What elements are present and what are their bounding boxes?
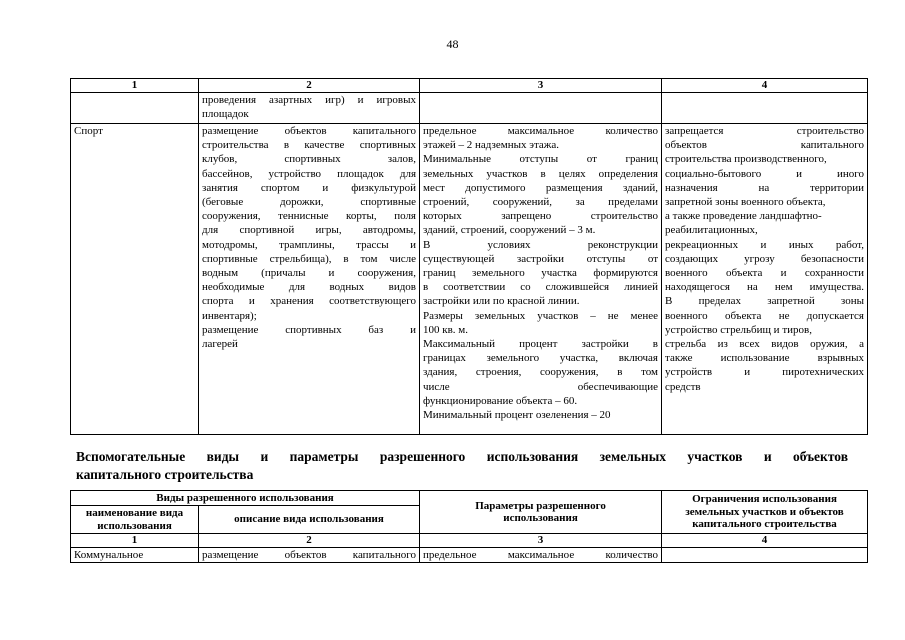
text-line: предельное максимальное количество — [423, 125, 658, 137]
text-line: размещение спортивных баз и — [202, 323, 416, 336]
continuation-restrictions-cell — [662, 93, 868, 124]
section-heading — [76, 448, 848, 484]
text-line: устройств и пиротехнических — [665, 366, 864, 379]
text-line: лагерей — [202, 338, 238, 351]
section-heading-line: капитального строительства — [76, 467, 254, 482]
column-number: 2 — [199, 79, 420, 93]
text-line: Максимальный процент застройки в — [423, 338, 658, 351]
text-line: предельное максимальное количество — [423, 549, 659, 561]
header-line: капитального строительства — [692, 518, 837, 531]
header-line: Параметры разрешенного — [475, 499, 606, 512]
header-line: Ограничения использования — [692, 493, 837, 506]
text-line: сооружения, теннисные корты, поля — [202, 210, 416, 223]
text-line: военного объекта не допускается — [665, 309, 864, 322]
text-line: Минимальный процент озеленения – 20 — [423, 409, 611, 422]
text-line: здания, строения, сооружения, в том — [423, 366, 658, 379]
table-header-row — [71, 491, 868, 506]
header-params-cell — [420, 491, 662, 534]
text-line: земельных участков в целях определения — [423, 167, 658, 180]
text-line: размещение объектов капитального — [202, 125, 416, 137]
text-line: строений, сооружений, за пределами — [423, 196, 658, 209]
header-name-cell — [71, 506, 199, 534]
text-line: Минимальные отступы от границ — [423, 153, 658, 166]
text-line: 100 кв. м. — [423, 323, 468, 336]
text-line: строительства производственного, — [665, 153, 827, 166]
continuation-row — [71, 93, 868, 124]
text-line: застройки или по красной линии. — [423, 295, 580, 308]
column-number: 1 — [71, 534, 199, 548]
use-type-restrictions — [662, 548, 868, 563]
text-line: этажей – 2 надземных этажа. — [423, 139, 560, 152]
column-number: 3 — [420, 534, 662, 548]
column-number-row — [71, 534, 868, 548]
text-line: запретной зоны военного объекта, — [665, 196, 826, 209]
text-line: мест допустимого размещения зданий, — [423, 181, 658, 194]
text-line: границах земельного участка, включая — [423, 352, 658, 365]
text-line: существующей застройки отступы от — [423, 252, 658, 265]
header-group-cell: Виды разрешенного использования — [71, 491, 420, 506]
text-line: запрещается строительство — [665, 125, 864, 137]
text-line: занятия спортом и физкультурой — [202, 181, 416, 194]
use-type-name: Спорт — [74, 125, 103, 137]
use-type-params — [420, 548, 662, 563]
text-line: социально-бытового и иного — [665, 167, 864, 180]
text-line: мотодромы, трамплины, трассы и — [202, 238, 416, 251]
text-line: военного объекта и сохранности — [665, 267, 864, 280]
text-line: строительства в качестве спортивных — [202, 139, 416, 152]
text-line: функционирование объекта – 60. — [423, 394, 578, 407]
text-line: а также проведение ландшафтно- — [665, 210, 822, 223]
text-line: (беговые дорожки, спортивные — [202, 196, 416, 209]
text-line: которых запрещено строительство — [423, 210, 658, 223]
text-line: спортивные стрельбища), в том числе — [202, 252, 416, 265]
text-line: рекреационных и иных работ, — [665, 238, 864, 251]
text-line: Размеры земельных участков – не менее — [423, 309, 658, 322]
text-line: спорта и хранения соответствующего — [202, 295, 416, 308]
column-number: 4 — [662, 79, 868, 93]
text-line: объектов капитального — [665, 139, 864, 152]
text-line: средств — [665, 380, 701, 393]
column-number: 4 — [662, 534, 868, 548]
header-line: земельных участков и объектов — [685, 505, 844, 518]
text-line: В пределах запретной зоны — [665, 295, 864, 308]
text-line: необходимые для водных видов — [202, 281, 416, 294]
sport-restrictions-cell — [662, 124, 868, 435]
header-line: наименование вида — [85, 507, 184, 519]
page-number: 48 — [446, 37, 459, 51]
text-line: реабилитационных, — [665, 224, 758, 237]
use-type-description — [199, 548, 420, 563]
column-number-row — [71, 79, 868, 93]
text-line: размещение объектов капитального — [202, 549, 417, 561]
sport-row — [71, 124, 868, 435]
text-line: стрельба из всех видов оружия, а — [665, 338, 864, 351]
text-line: числе обеспечивающие — [423, 380, 658, 393]
text-line: бассейнов, устройство площадок для — [202, 167, 416, 180]
text-line: в соответствии со сложившейся линией — [423, 281, 658, 294]
sport-params-cell — [420, 124, 662, 435]
column-number: 3 — [420, 79, 662, 93]
header-restrictions-cell — [662, 491, 868, 534]
continuation-params-cell — [420, 93, 662, 124]
section-heading-line: Вспомогательные виды и параметры разрешенного использования земельных участков и объектов — [76, 449, 848, 464]
text-line: создающих угрозу безопасности — [665, 252, 864, 265]
text-line: также использование взрывных — [665, 352, 864, 365]
text-line: устройство стрельбищ и тиров, — [665, 323, 812, 336]
text-line: клубов, спортивных залов, — [202, 153, 416, 166]
text-line: зданий, строений, сооружений – 3 м. — [423, 224, 596, 237]
header-description-cell: описание вида использования — [199, 506, 420, 534]
text-line: назначения на территории — [665, 181, 864, 194]
header-line: использования — [503, 512, 578, 524]
text-line: В условиях реконструкции — [423, 238, 658, 251]
text-line: проведения азартных игр) и игровых — [202, 94, 416, 106]
header-line: использования — [97, 519, 172, 532]
text-line: для спортивной игры, автодромы, — [202, 224, 416, 237]
column-number: 1 — [71, 79, 199, 93]
text-line: инвентаря); — [202, 309, 257, 322]
text-line: водным (причалы и сооружения, — [202, 267, 416, 280]
sport-description-cell — [199, 124, 420, 435]
text-line: площадок — [202, 108, 249, 121]
text-line: находящегося на нем имущества. — [665, 281, 864, 294]
continuation-name-cell — [71, 93, 199, 124]
table-row — [71, 548, 868, 563]
land-use-table-continued — [70, 78, 868, 435]
continuation-description-cell — [199, 93, 420, 124]
use-type-name: Коммунальное — [71, 548, 199, 563]
column-number: 2 — [199, 534, 420, 548]
auxiliary-land-use-table — [70, 490, 868, 563]
sport-name-cell — [71, 124, 199, 435]
text-line: границ земельного участка формируются — [423, 267, 658, 280]
